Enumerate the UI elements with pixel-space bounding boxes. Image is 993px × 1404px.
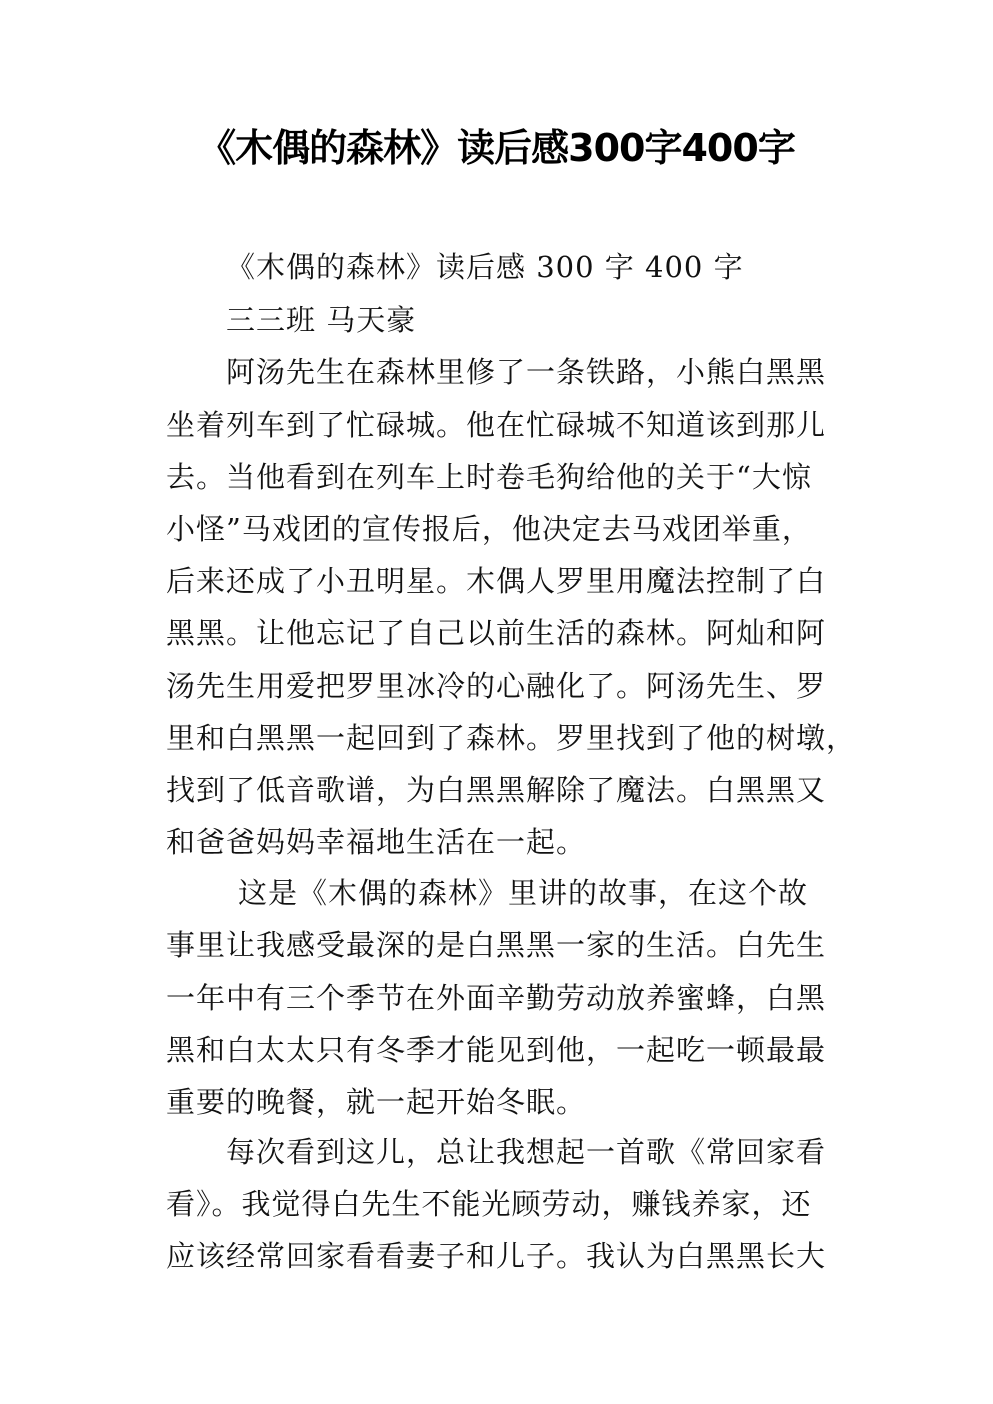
document-title: 《木偶的森林》读后感300字400字 [198,126,795,170]
paragraph-line: 阿汤先生在森林里修了一条铁路，小熊白黑黑 [226,355,827,389]
author-line: 三三班 马天豪 [226,303,417,337]
paragraph-line: 后来还成了小丑明星。木偶人罗里用魔法控制了白 [166,564,827,598]
paragraph-line: 看》。我觉得白先生不能光顾劳动，赚钱养家，还 [166,1187,812,1221]
paragraph-line: 应该经常回家看看妻子和儿子。我认为白黑黑长大 [166,1239,827,1273]
paragraph-line: 黑黑。让他忘记了自己以前生活的森林。阿灿和阿 [166,616,827,650]
paragraph-line: 一年中有三个季节在外面辛勤劳动放养蜜蜂，白黑 [166,981,827,1015]
paragraph-line: 事里让我感受最深的是白黑黑一家的生活。白先生 [166,928,827,962]
paragraph-line: 汤先生用爱把罗里冰冷的心融化了。阿汤先生、罗 [166,669,827,703]
paragraph-line: 和爸爸妈妈幸福地生活在一起。 [166,825,587,859]
paragraph-line: 里和白黑黑一起回到了森林。罗里找到了他的树墩， [166,721,857,755]
subtitle: 《木偶的森林》读后感 300 字 400 字 [226,250,744,284]
paragraph-line: 这是《木偶的森林》里讲的故事，在这个故 [238,876,809,910]
paragraph-line: 去。当他看到在列车上时卷毛狗给他的关于“大惊 [166,460,812,494]
paragraph-line: 坐着列车到了忙碌城。他在忙碌城不知道该到那儿 [166,408,827,442]
paragraph-line: 小怪”马戏团的宣传报后，他决定去马戏团举重， [166,512,812,546]
paragraph-line: 黑和白太太只有冬季才能见到他，一起吃一顿最最 [166,1033,827,1067]
paragraph-line: 找到了低音歌谱，为白黑黑解除了魔法。白黑黑又 [166,773,827,807]
paragraph-line: 每次看到这儿，总让我想起一首歌《常回家看 [226,1135,827,1169]
paragraph-line: 重要的晚餐，就一起开始冬眠。 [166,1085,587,1119]
